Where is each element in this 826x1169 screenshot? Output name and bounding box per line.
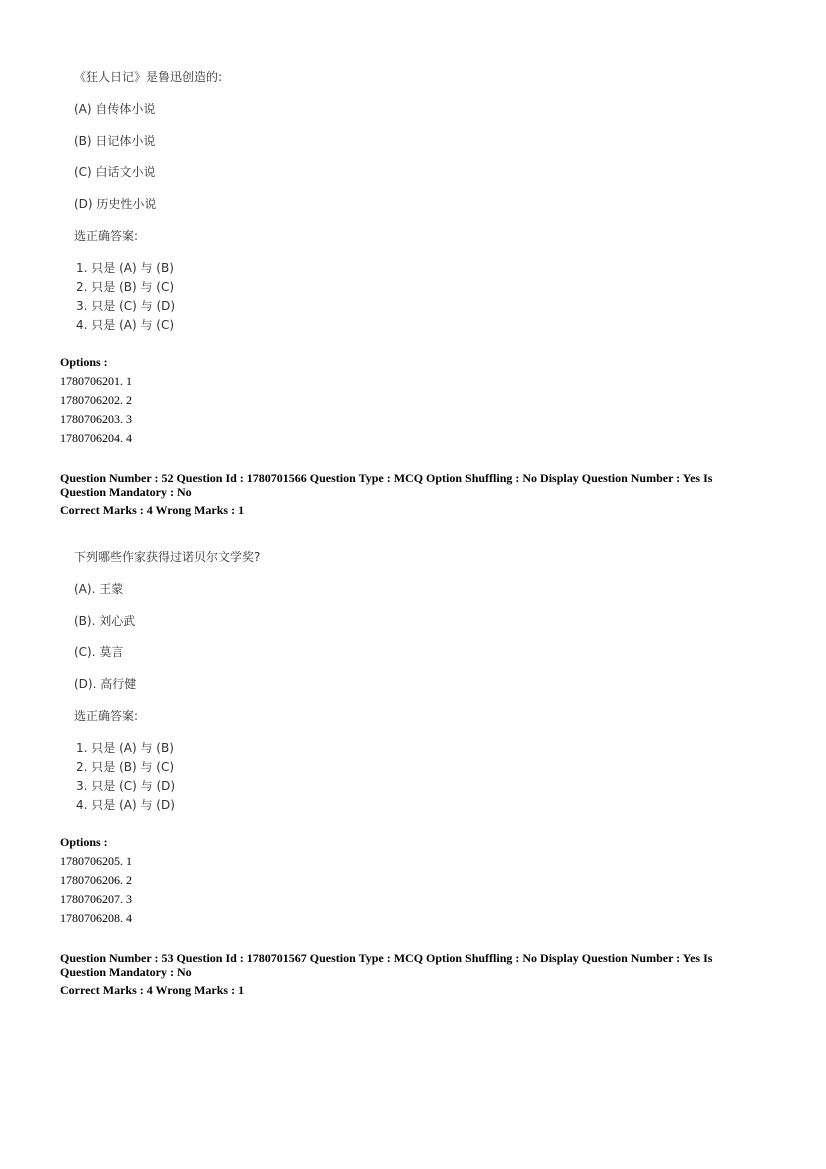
q53-marks: Correct Marks : 4 Wrong Marks : 1	[60, 983, 245, 997]
q52-option-3: 1780706207. 3	[60, 892, 132, 906]
q51-choice-1: 1. 只是 (A) 与 (B)	[76, 261, 174, 275]
q52-statement-b: (B). 刘心武	[74, 614, 136, 628]
q52-statement-a: (A). 王蒙	[74, 582, 124, 596]
q51-statement-a: (A) 自传体小说	[74, 102, 156, 116]
q51-choice-4: 4. 只是 (A) 与 (C)	[76, 318, 175, 332]
q52-option-2: 1780706206. 2	[60, 873, 132, 887]
q52-choice-4: 4. 只是 (A) 与 (D)	[76, 798, 175, 812]
q53-meta-line2: Question Mandatory : No	[60, 965, 192, 979]
q52-meta-line2: Question Mandatory : No	[60, 485, 192, 499]
q52-meta-line1: Question Number : 52 Question Id : 1780701566 Question Type : MCQ Option Shuffling : No Display Question Number : Yes Is	[60, 471, 713, 485]
q52-marks: Correct Marks : 4 Wrong Marks : 1	[60, 503, 245, 517]
q51-choice-2: 2. 只是 (B) 与 (C)	[76, 280, 175, 294]
q52-prompt: 选正确答案:	[74, 709, 139, 723]
q51-prompt: 选正确答案:	[74, 229, 139, 243]
q51-option-1: 1780706201. 1	[60, 374, 132, 388]
q52-option-1: 1780706205. 1	[60, 854, 132, 868]
q52-options-label: Options :	[60, 835, 108, 849]
q51-statement-d: (D) 历史性小说	[74, 197, 157, 211]
q51-option-3: 1780706203. 3	[60, 412, 132, 426]
q52-choice-3: 3. 只是 (C) 与 (D)	[76, 779, 176, 793]
q51-statement-c: (C) 白话文小说	[74, 165, 156, 179]
q52-choice-1: 1. 只是 (A) 与 (B)	[76, 741, 174, 755]
q51-choice-3: 3. 只是 (C) 与 (D)	[76, 299, 176, 313]
q52-stem: 下列哪些作家获得过诺贝尔文学奖?	[74, 550, 261, 564]
q51-option-4: 1780706204. 4	[60, 431, 132, 445]
q51-stem: 《狂人日记》是鲁迅创造的:	[74, 70, 223, 84]
q52-statement-c: (C). 莫言	[74, 645, 124, 659]
q51-statement-b: (B) 日记体小说	[74, 134, 156, 148]
q52-statement-d: (D). 高行健	[74, 677, 137, 691]
q52-choice-2: 2. 只是 (B) 与 (C)	[76, 760, 175, 774]
q52-option-4: 1780706208. 4	[60, 911, 132, 925]
q51-option-2: 1780706202. 2	[60, 393, 132, 407]
q53-meta-line1: Question Number : 53 Question Id : 1780701567 Question Type : MCQ Option Shuffling : No Display Question Number : Yes Is	[60, 951, 713, 965]
q51-options-label: Options :	[60, 355, 108, 369]
